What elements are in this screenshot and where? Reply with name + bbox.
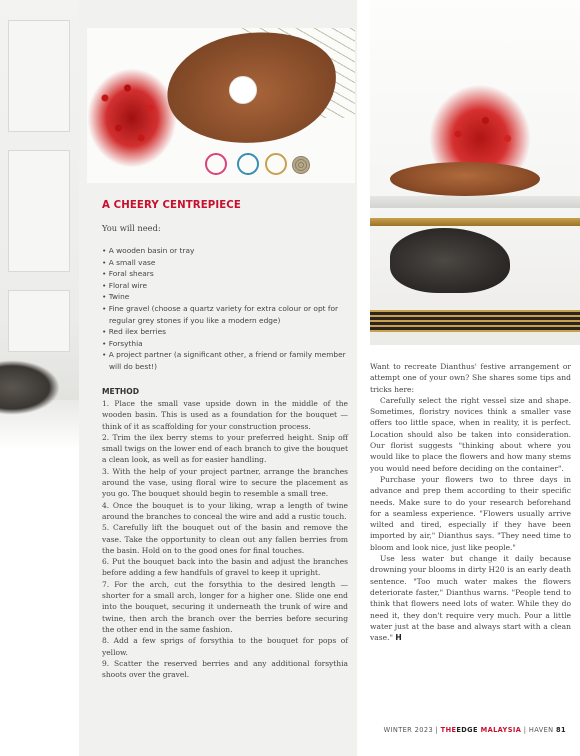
bouquet-image bbox=[425, 80, 535, 170]
cat-photo bbox=[0, 360, 60, 415]
sidebar-heading: A CHEERY CENTREPIECE bbox=[102, 200, 241, 211]
brand-name: EDGE bbox=[456, 726, 478, 734]
footer-separator: | bbox=[435, 726, 439, 734]
centrepiece-photo bbox=[370, 0, 580, 345]
footer-separator: | bbox=[523, 726, 527, 734]
vase-image bbox=[229, 76, 257, 104]
method-step: 2. Trim the ilex berry stems to your preferred height. Snip off small twigs on the lower end of each branch to give the bouquet a clean look, as well as for easier handling. bbox=[102, 432, 348, 465]
method-step: 7. For the arch, cut the forsythia to the desired length — shorter for a small arch, longer for a higher one. Slide one end into the bouquet, securing it underneath the trunk of wire and twine, then arch the branch over the berries before securing the other end in the same fashion. bbox=[102, 579, 348, 634]
method-step: 1. Place the small vase upside down in the middle of the wooden basin. This is used as a foundation for the bouquet — think of it as scaffolding for your construction process. bbox=[102, 399, 348, 431]
list-item: • A project partner (a significant other, a friend or family member will do best!) bbox=[102, 349, 348, 372]
method-heading: METHOD bbox=[102, 387, 140, 396]
red-berries-image bbox=[87, 68, 177, 168]
method-step: 5. Carefully lift the bouquet out of the basin and remove the vase. Take the opportunity to clean out any fallen berries from the basin. Hold on to the good ones for final touches. bbox=[102, 523, 348, 555]
left-photo-strip bbox=[0, 0, 79, 450]
wall-panel bbox=[8, 290, 70, 352]
list-item: • A small vase bbox=[102, 257, 348, 269]
section-label: HAVEN bbox=[528, 726, 554, 734]
issue-label: WINTER 2023 bbox=[383, 726, 434, 734]
article-paragraph: Carefully select the right vessel size and shape. Sometimes, floristry novices think a smaller vase offers too little space, when in reality, it is perfect. Location should also be taken into consideration. Our florist suggests "thinking about where you would like to place the flowers and how many stems you would need before deciding on the container". bbox=[370, 395, 571, 473]
list-item: • A wooden basin or tray bbox=[102, 245, 348, 257]
sidebar-intro: You will need: bbox=[102, 223, 161, 233]
basin-image bbox=[390, 162, 540, 196]
list-item: • Floral wire bbox=[102, 280, 348, 292]
article-paragraph-text: Use less water but change it daily because drowning your blooms in dirty H20 is an early death sentence. "Too much water makes the flowers deteriorate faster," Dianthus warns. "People tend to think that flowers need lots of water. While they do need it, they don't require very much. Pour a little water just at the base and always start with a clean vase." bbox=[370, 554, 571, 643]
method-steps bbox=[102, 398, 348, 680]
list-item: • Fine gravel (choose a quartz variety for extra colour or opt for regular grey stones if you like a modern edge) bbox=[102, 303, 348, 326]
brand-prefix: THE bbox=[440, 726, 457, 734]
table-image bbox=[370, 196, 580, 208]
wall-panel bbox=[8, 20, 70, 132]
list-item: • Twine bbox=[102, 291, 348, 303]
list-item: • Forsythia bbox=[102, 338, 348, 350]
method-step: 6. Put the bouquet back into the basin and adjust the branches before adding a few handfuls of gravel to keep it upright. bbox=[102, 557, 348, 578]
method-step: 8. Add a few sprigs of forsythia to the bouquet for pops of yellow. bbox=[102, 636, 348, 657]
materials-list bbox=[102, 245, 348, 373]
list-item: • Red ilex berries bbox=[102, 326, 348, 338]
end-mark-icon: H bbox=[395, 633, 402, 643]
gold-trim bbox=[370, 218, 580, 226]
page-number: 81 bbox=[556, 726, 566, 734]
materials-photo bbox=[87, 28, 355, 183]
page-footer bbox=[384, 726, 566, 734]
gold-stripes bbox=[370, 310, 580, 332]
twine-image bbox=[292, 156, 310, 174]
list-item: • Foral shears bbox=[102, 268, 348, 280]
scissors-icon bbox=[205, 153, 227, 175]
brand-suffix: MALAYSIA bbox=[480, 726, 522, 734]
article-paragraph bbox=[370, 553, 571, 643]
article-paragraph: Want to recreate Dianthus' festive arrangement or attempt one of your own? She shares some tips and tricks here: bbox=[370, 362, 571, 394]
method-step: 9. Scatter the reserved berries and any additional forsythia shoots over the gravel. bbox=[102, 658, 348, 680]
brand-logo bbox=[441, 726, 522, 734]
method-step: 3. With the help of your project partner, arrange the branches around the vase, using floral wire to secure the placement as you go. The bouquet should begin to resemble a small tree. bbox=[102, 466, 348, 499]
wall-panel bbox=[8, 150, 70, 272]
scissors-icon bbox=[265, 153, 287, 175]
cat-image bbox=[390, 228, 510, 293]
article-text bbox=[370, 361, 571, 643]
scissors-icon bbox=[237, 153, 259, 175]
article-paragraph: Purchase your flowers two to three days in advance and prep them according to their specific needs. Make sure to do your research beforehand for a seamless experience. "Flowers usually arrive wilted and tired, especially if they have been imported by air," Dianthus says. "They need time to bloom and look nice, just like people." bbox=[370, 474, 571, 552]
method-step: 4. Once the bouquet is to your liking, wrap a length of twine around the branches to conceal the wire and add a rustic touch. bbox=[102, 500, 348, 521]
